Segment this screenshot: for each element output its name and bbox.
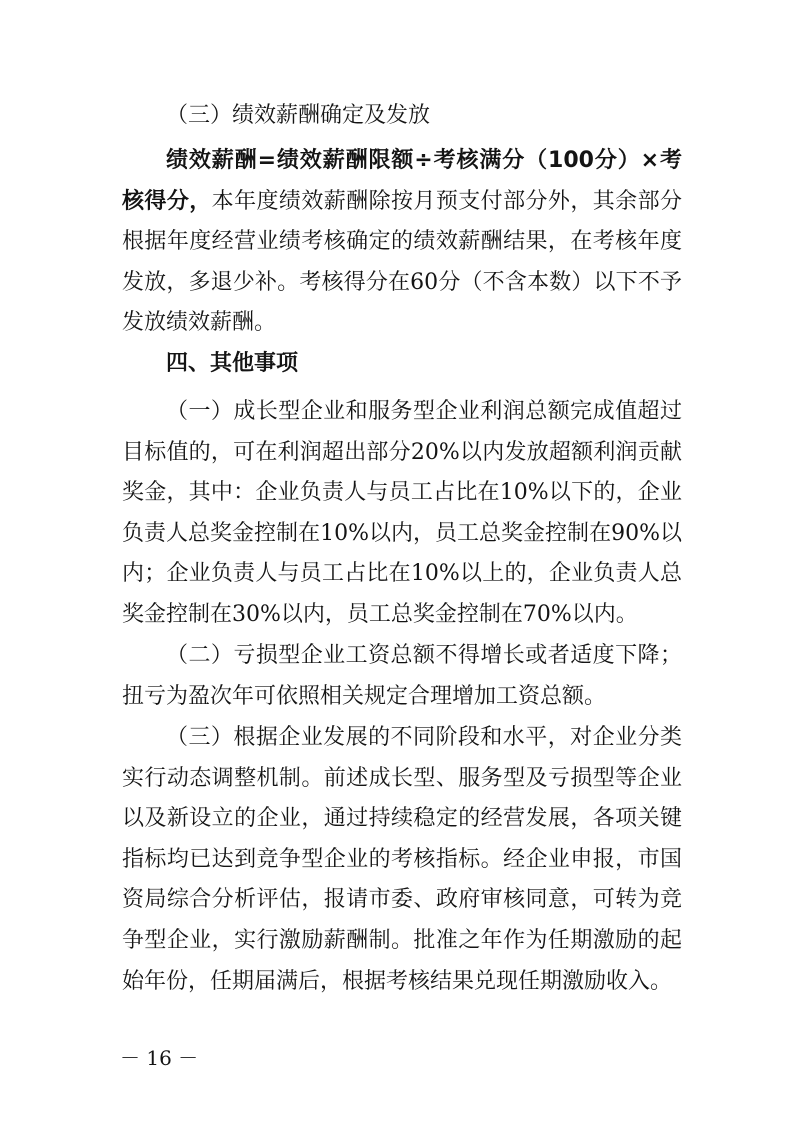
formula-explanation: 本年度绩效薪酬除按月预支付部分外，其余部分根据年度经营业绩考核确定的绩效薪酬结果，在考核年度发放，多退少补。考核得分在60分（不含本数）以下不予发放绩效薪酬。 [122,188,682,336]
item-dynamic-adjustment: （三）根据企业发展的不同阶段和水平，对企业分类实行动态调整机制。前述成长型、服务型及亏损型等企业以及新设立的企业，通过持续稳定的经营发展，各项关键指标均已达到竞争型企业的考核指标。经企业申报，市国资局综合分析评估，报请市委、政府审核同意，可转为竞争型企业，实行激励薪酬制。批准之年作为任期激励的起始年份，任期届满后，根据考核结果兑现任期激励收入。 [122,725,682,994]
item-excess-profit-bonus: （一）成长型企业和服务型企业利润总额完成值超过目标值的，可在利润超出部分20%以内发放超额利润贡献奖金，其中：企业负责人与员工占比在10%以下的，企业负责人总奖金控制在10%以内，员工总奖金控制在90%以内；企业负责人与员工占比在10%以上的，企业负责人总奖金控制在30%以内，员工总奖金控制在70%以内。 [122,399,682,627]
item-loss-making-enterprises: （二）亏损型企业工资总额不得增长或者适度下降；扭亏为盈次年可依照相关规定合理增加工资总额。 [122,643,682,709]
heading-other-matters: 四、其他事项 [166,351,299,376]
section-title-performance-pay: （三）绩效薪酬确定及发放 [166,103,431,128]
formula-text: 绩效薪酬=绩效薪酬限额÷考核满分（100分）×考核得分， [122,148,682,214]
formula-paragraph [122,141,682,344]
page-number: － 16 － [120,1046,199,1070]
